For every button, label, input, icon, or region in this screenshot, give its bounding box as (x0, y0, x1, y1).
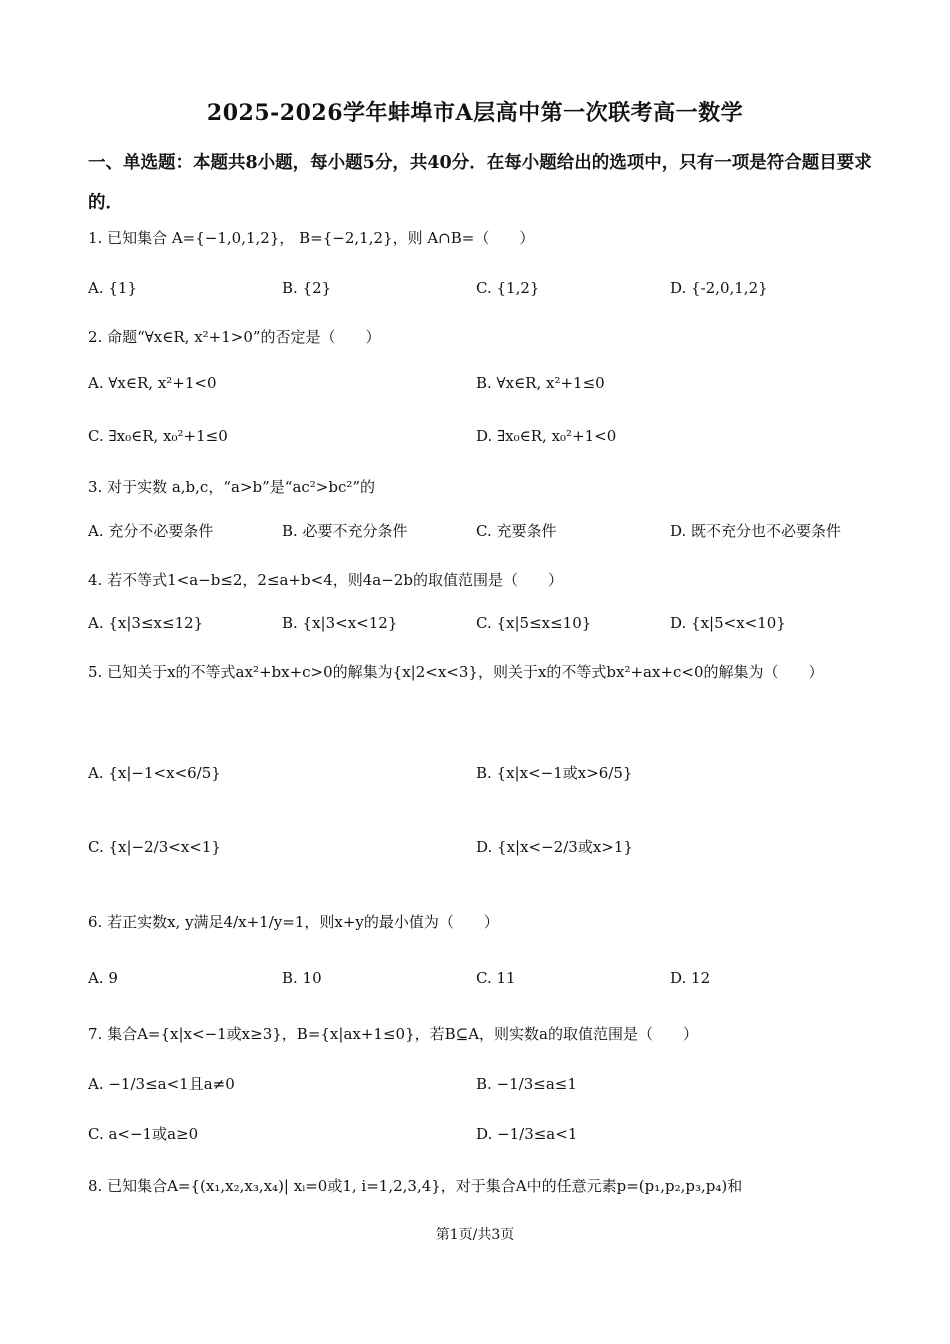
section-header: 一、单选题：本题共8小题，每小题5分，共40分．在每小题给出的选项中，只有一项是符合题目要求的． (88, 153, 872, 213)
q1-option-c: C. {1,2} (476, 279, 540, 297)
question-5-stem: 5. 已知关于x的不等式ax²+bx+c>0的解集为{x|2<x<3}，则关于x的不等式bx²+ax+c<0的解集为（ ） (88, 663, 824, 681)
q4-option-b: B. {x|3<x<12} (282, 614, 398, 632)
q7-option-d: D. −1/3≤a<1 (476, 1125, 578, 1143)
q7-option-a: A. −1/3≤a<1且a≠0 (88, 1075, 235, 1093)
question-8-stem: 8. 已知集合A={(x₁,x₂,x₃,x₄)| xᵢ=0或1, i=1,2,3,4}，对于集合A中的任意元素p=(p₁,p₂,p₃,p₄)和 (88, 1177, 743, 1195)
question-3-stem: 3. 对于实数 a,b,c，“a>b”是“ac²>bc²”的 (88, 478, 376, 496)
q7-option-b: B. −1/3≤a≤1 (476, 1075, 577, 1093)
q6-option-a: A. 9 (88, 969, 118, 987)
q2-option-c: C. ∃x₀∈R, x₀²+1≤0 (88, 427, 228, 445)
q6-option-b: B. 10 (282, 969, 322, 987)
q4-option-d: D. {x|5<x<10} (670, 614, 786, 632)
q3-option-d: D. 既不充分也不必要条件 (670, 522, 842, 540)
question-2-stem: 2. 命题“∀x∈R, x²+1>0”的否定是（ ） (88, 328, 381, 346)
question-6-stem: 6. 若正实数x, y满足4/x+1/y=1，则x+y的最小值为（ ） (88, 913, 499, 931)
q3-option-b: B. 必要不充分条件 (282, 522, 408, 540)
q5-option-d: D. {x|x<−2/3或x>1} (476, 838, 633, 856)
q6-option-c: C. 11 (476, 969, 516, 987)
q7-option-c: C. a<−1或a≥0 (88, 1125, 199, 1143)
q1-option-d: D. {-2,0,1,2} (670, 279, 768, 297)
q2-option-b: B. ∀x∈R, x²+1≤0 (476, 374, 605, 392)
question-7-stem: 7. 集合A={x|x<−1或x≥3}，B={x|ax+1≤0}，若B⊆A，则实数a的取值范围是（ ） (88, 1025, 698, 1043)
question-4-stem: 4. 若不等式1<a−b≤2，2≤a+b<4，则4a−2b的取值范围是（ ） (88, 571, 563, 589)
q1-option-a: A. {1} (88, 279, 137, 297)
page-footer: 第1页/共3页 (435, 1227, 515, 1243)
q5-option-c: C. {x|−2/3<x<1} (88, 838, 221, 856)
q3-option-c: C. 充要条件 (476, 522, 557, 540)
q5-option-a: A. {x|−1<x<6/5} (88, 764, 221, 782)
q1-option-b: B. {2} (282, 279, 332, 297)
q2-option-d: D. ∃x₀∈R, x₀²+1<0 (476, 427, 617, 445)
q4-option-c: C. {x|5≤x≤10} (476, 614, 592, 632)
q2-option-a: A. ∀x∈R, x²+1<0 (88, 374, 217, 392)
q3-option-a: A. 充分不必要条件 (88, 522, 214, 540)
question-1-stem: 1. 已知集合 A={−1,0,1,2}， B={−2,1,2}，则 A∩B=（ ） (88, 229, 535, 247)
exam-title: 2025-2026学年蚌埠市A层高中第一次联考高一数学 (206, 100, 744, 126)
q6-option-d: D. 12 (670, 969, 711, 987)
q5-option-b: B. {x|x<−1或x>6/5} (476, 764, 633, 782)
q4-option-a: A. {x|3≤x≤12} (88, 614, 204, 632)
